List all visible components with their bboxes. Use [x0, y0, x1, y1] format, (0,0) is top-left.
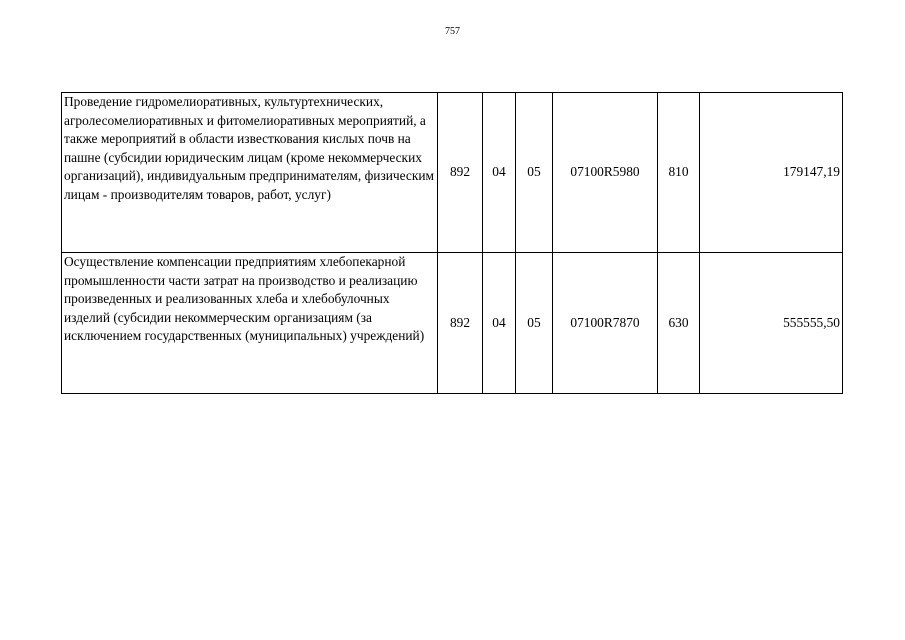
page-number: 757: [445, 26, 460, 37]
target-article-code: 07100R7870: [553, 253, 658, 394]
amount-value: 555555,50: [700, 253, 843, 394]
target-article-code: 07100R5980: [553, 93, 658, 253]
subsection-code: 05: [516, 253, 553, 394]
section-code: 04: [483, 253, 516, 394]
subsection-code: 05: [516, 93, 553, 253]
budget-table: [61, 92, 843, 394]
row-description: Осуществление компенсации предприятиям хлебопекарной промышленности части затрат на производство и реализацию произведенных и реализованных хлеба и хлебобулочных изделий (субсидии некоммерческим организациям (за исключением государственных (муниципальных) учреждений): [62, 253, 438, 394]
amount-value: 179147,19: [700, 93, 843, 253]
row-description: Проведение гидромелиоративных, культуртехнических, агролесомелиоративных и фитомелиоративных мероприятий, а также мероприятий в области известкования кислых почв на пашне (субсидии юридическим лицам (кроме некоммерческих организаций), индивидуальным предпринимателям, физическим лицам - производителям товаров, работ, услуг): [62, 93, 438, 253]
expense-type-code: 630: [658, 253, 700, 394]
table-row: [62, 253, 843, 394]
table-row: [62, 93, 843, 253]
section-code: 04: [483, 93, 516, 253]
ministry-code: 892: [438, 93, 483, 253]
ministry-code: 892: [438, 253, 483, 394]
expense-type-code: 810: [658, 93, 700, 253]
